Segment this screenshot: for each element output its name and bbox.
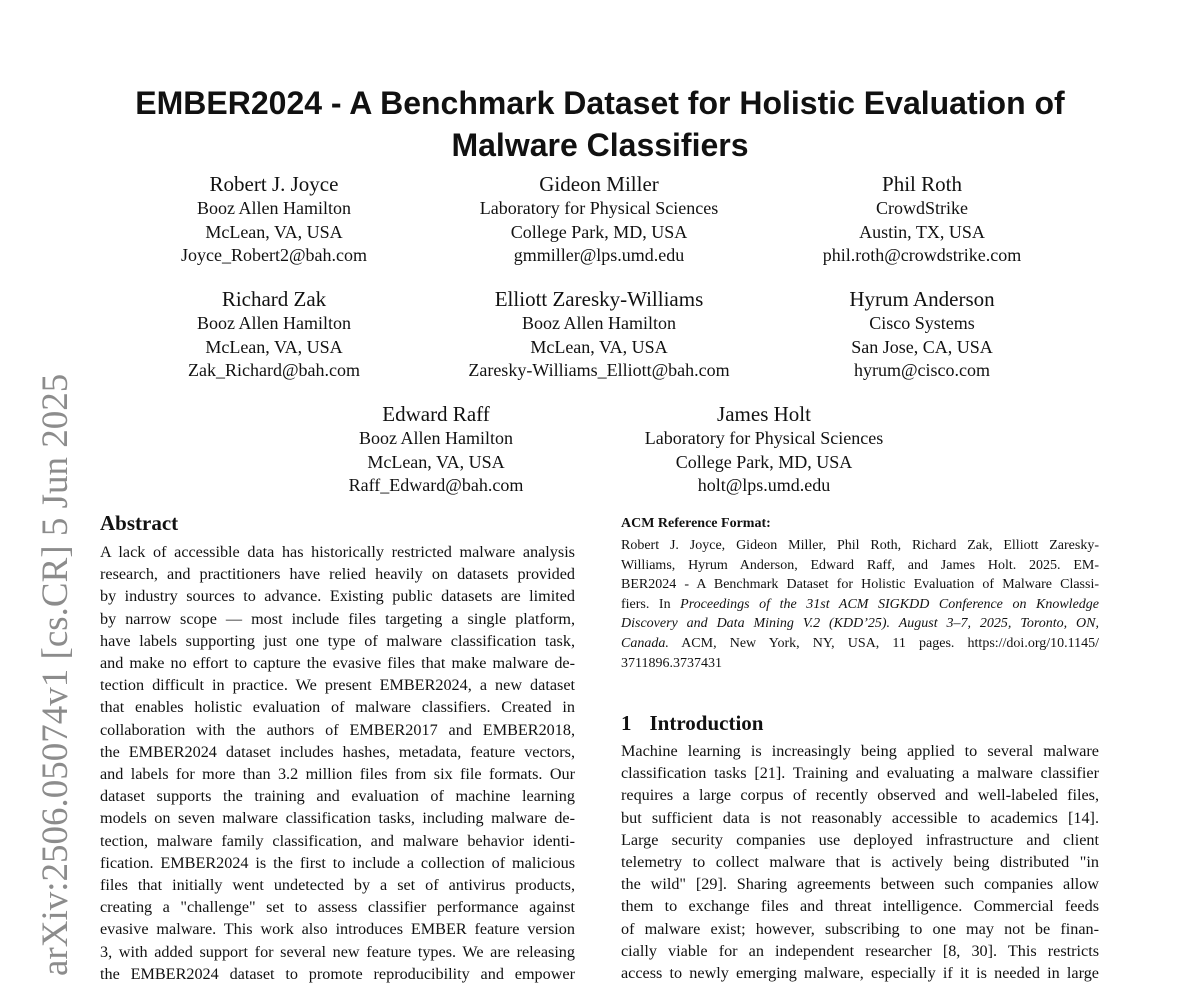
author-email: phil.roth@crowdstrike.com (822, 245, 1022, 265)
acm-reference-body (621, 536, 1099, 673)
author-affiliation: Booz Allen Hamilton (522, 313, 676, 333)
author-location: McLean, VA, USA (205, 221, 343, 242)
abstract-line: and labels for more than 3.2 million files from six file formats. Our (100, 765, 575, 784)
abstract-line: files that initially went undetected by a set of antivirus products, (100, 876, 575, 895)
author-name: Hyrum Anderson (849, 287, 995, 311)
abstract-line: tection difficult in practice. We present EMBER2024, a new dataset (100, 676, 575, 695)
acm-reference-heading: ACM Reference Format: (621, 516, 771, 531)
author-block-7 (286, 401, 586, 498)
author-affiliation: Booz Allen Hamilton (197, 313, 351, 333)
acm-reference-line: Robert J. Joyce, Gideon Miller, Phil Roth, Richard Zak, Elliott Zaresky- (621, 538, 1099, 553)
abstract-line: tection, malware family classification, and malware behavior identi- (100, 831, 575, 850)
author-affiliation: Booz Allen Hamilton (197, 198, 351, 218)
author-block-4 (124, 286, 424, 383)
abstract-line: collaboration with the authors of EMBER2017 and EMBER2018, (100, 720, 575, 739)
acm-reference-line (621, 634, 1099, 654)
author-location: McLean, VA, USA (530, 336, 668, 357)
introduction-line: but sufficient data is not reasonably accessible to academics [14]. (621, 808, 1099, 827)
acm-reference-line: BER2024 - A Benchmark Dataset for Holistic Evaluation of Malware Classi- (621, 577, 1099, 593)
abstract-line: A lack of accessible data has historically restricted malware analysis (100, 543, 575, 561)
author-email: Zaresky-Williams_Elliott@bah.com (468, 360, 730, 380)
acm-reference-venue: Discovery and Data Mining V.2 (KDD’25). August 3–7, 2025, Toronto, ON, (621, 616, 1099, 632)
abstract-body (100, 541, 575, 985)
section-number: 1 (621, 711, 632, 735)
introduction-line: access to newly emerging malware, especially if it is needed in large (621, 964, 1099, 983)
author-email: Raff_Edward@bah.com (348, 475, 524, 495)
abstract-line: by narrow scope — most include files targeting a single platform, (100, 609, 575, 628)
acm-reference-venue: Canada. (621, 635, 669, 651)
author-name: Robert J. Joyce (209, 172, 339, 196)
author-block-6 (772, 286, 1072, 383)
abstract-line: by industry sources to advance. Existing public datasets are limited (100, 587, 575, 606)
abstract-line: research, and practitioners have relied heavily on datasets provided (100, 565, 575, 584)
introduction-line: classification tasks [21]. Training and evaluating a malware classifier (621, 764, 1099, 783)
author-email: Zak_Richard@bah.com (187, 360, 361, 380)
author-location: College Park, MD, USA (510, 221, 688, 242)
abstract-line: creating a "challenge" set to assess classifier performance against (100, 898, 575, 917)
author-email: gmmiller@lps.umd.edu (513, 245, 685, 265)
arxiv-identifier-stamp: arXiv:2506.05074v1 [cs.CR] 5 Jun 2025 (35, 373, 76, 976)
acm-reference-text: fiers. In (621, 596, 681, 612)
author-location: Austin, TX, USA (859, 221, 985, 242)
author-location: McLean, VA, USA (367, 451, 505, 472)
author-name: Richard Zak (221, 287, 327, 311)
author-block-5 (429, 286, 769, 383)
introduction-line: requires a large corpus of recently observed and well-labeled files, (621, 786, 1099, 805)
abstract-line: 3, with added support for several new feature types. We are releasing (100, 942, 575, 961)
acm-reference-doi: ACM, New York, NY, USA, 11 pages. https://doi.org/10.1145/ (668, 635, 1099, 651)
author-affiliation: Cisco Systems (869, 313, 975, 333)
author-location: College Park, MD, USA (675, 451, 853, 472)
introduction-line: telemetry to collect malware that is actively being distributed "in (621, 853, 1099, 872)
author-block-3 (772, 171, 1072, 268)
abstract-line: have labels supporting just one type of malware classification task, (100, 631, 575, 650)
abstract-line: evasive malware. This work also introduces EMBER feature version (100, 920, 575, 939)
abstract-line: the EMBER2024 dataset includes hashes, metadata, feature vectors, (100, 742, 575, 761)
abstract-line: fication. EMBER2024 is the first to include a collection of malicious (100, 853, 575, 872)
acm-reference-line (621, 595, 1099, 615)
abstract-line: and make no effort to capture the evasive files that make malware de- (100, 654, 575, 673)
title-line-2: Malware Classifiers (451, 127, 749, 163)
author-affiliation: Laboratory for Physical Sciences (644, 428, 884, 448)
acm-reference-line: 3711896.3737431 (621, 655, 722, 671)
author-name: Elliott Zaresky-Williams (494, 287, 704, 311)
abstract-line: models on seven malware classification tasks, including malware de- (100, 809, 575, 828)
section-title: Introduction (649, 711, 764, 735)
author-name: Phil Roth (882, 172, 962, 196)
introduction-line: the wild" [29]. Sharing agreements between such companies allow (621, 875, 1099, 894)
author-block-8 (594, 401, 934, 498)
author-affiliation: Laboratory for Physical Sciences (479, 198, 719, 218)
author-email: hyrum@cisco.com (853, 360, 991, 380)
introduction-line: Machine learning is increasingly being applied to several malware (621, 742, 1099, 760)
abstract-line: the EMBER2024 dataset to promote reproducibility and empower (100, 964, 575, 983)
introduction-line: Large security companies use deployed infrastructure and client (621, 830, 1099, 849)
author-block-2 (429, 171, 769, 268)
author-affiliation: CrowdStrike (876, 198, 968, 218)
author-block-1 (124, 171, 424, 268)
acm-reference-line (621, 614, 1099, 634)
author-affiliation: Booz Allen Hamilton (359, 428, 513, 448)
author-email: holt@lps.umd.edu (697, 475, 831, 495)
author-name: James Holt (717, 402, 811, 426)
title-line-1: EMBER2024 - A Benchmark Dataset for Holistic Evaluation of (135, 85, 1065, 121)
paper-title (0, 82, 1200, 166)
introduction-body (621, 740, 1099, 984)
author-name: Gideon Miller (539, 172, 659, 196)
abstract-heading: Abstract (100, 511, 179, 535)
acm-reference-venue: Proceedings of the 31st ACM SIGKDD Conference on Knowledge (680, 596, 1099, 612)
author-location: McLean, VA, USA (205, 336, 343, 357)
abstract-line: that enables holistic evaluation of malware classifiers. Created in (100, 698, 575, 717)
introduction-heading (621, 711, 763, 736)
introduction-line: cially viable for an independent researcher [8, 30]. This restricts (621, 941, 1099, 960)
introduction-line: of malware exist; however, subscribing to one may not be finan- (621, 919, 1099, 938)
abstract-line: dataset supports the training and evaluation of machine learning (100, 787, 575, 806)
author-email: Joyce_Robert2@bah.com (180, 245, 368, 265)
acm-reference-line: Williams, Hyrum Anderson, Edward Raff, and James Holt. 2025. EM- (621, 557, 1099, 573)
author-location: San Jose, CA, USA (851, 336, 993, 357)
introduction-line: them to exchange files and threat intelligence. Commercial feeds (621, 897, 1099, 916)
author-name: Edward Raff (382, 402, 490, 426)
